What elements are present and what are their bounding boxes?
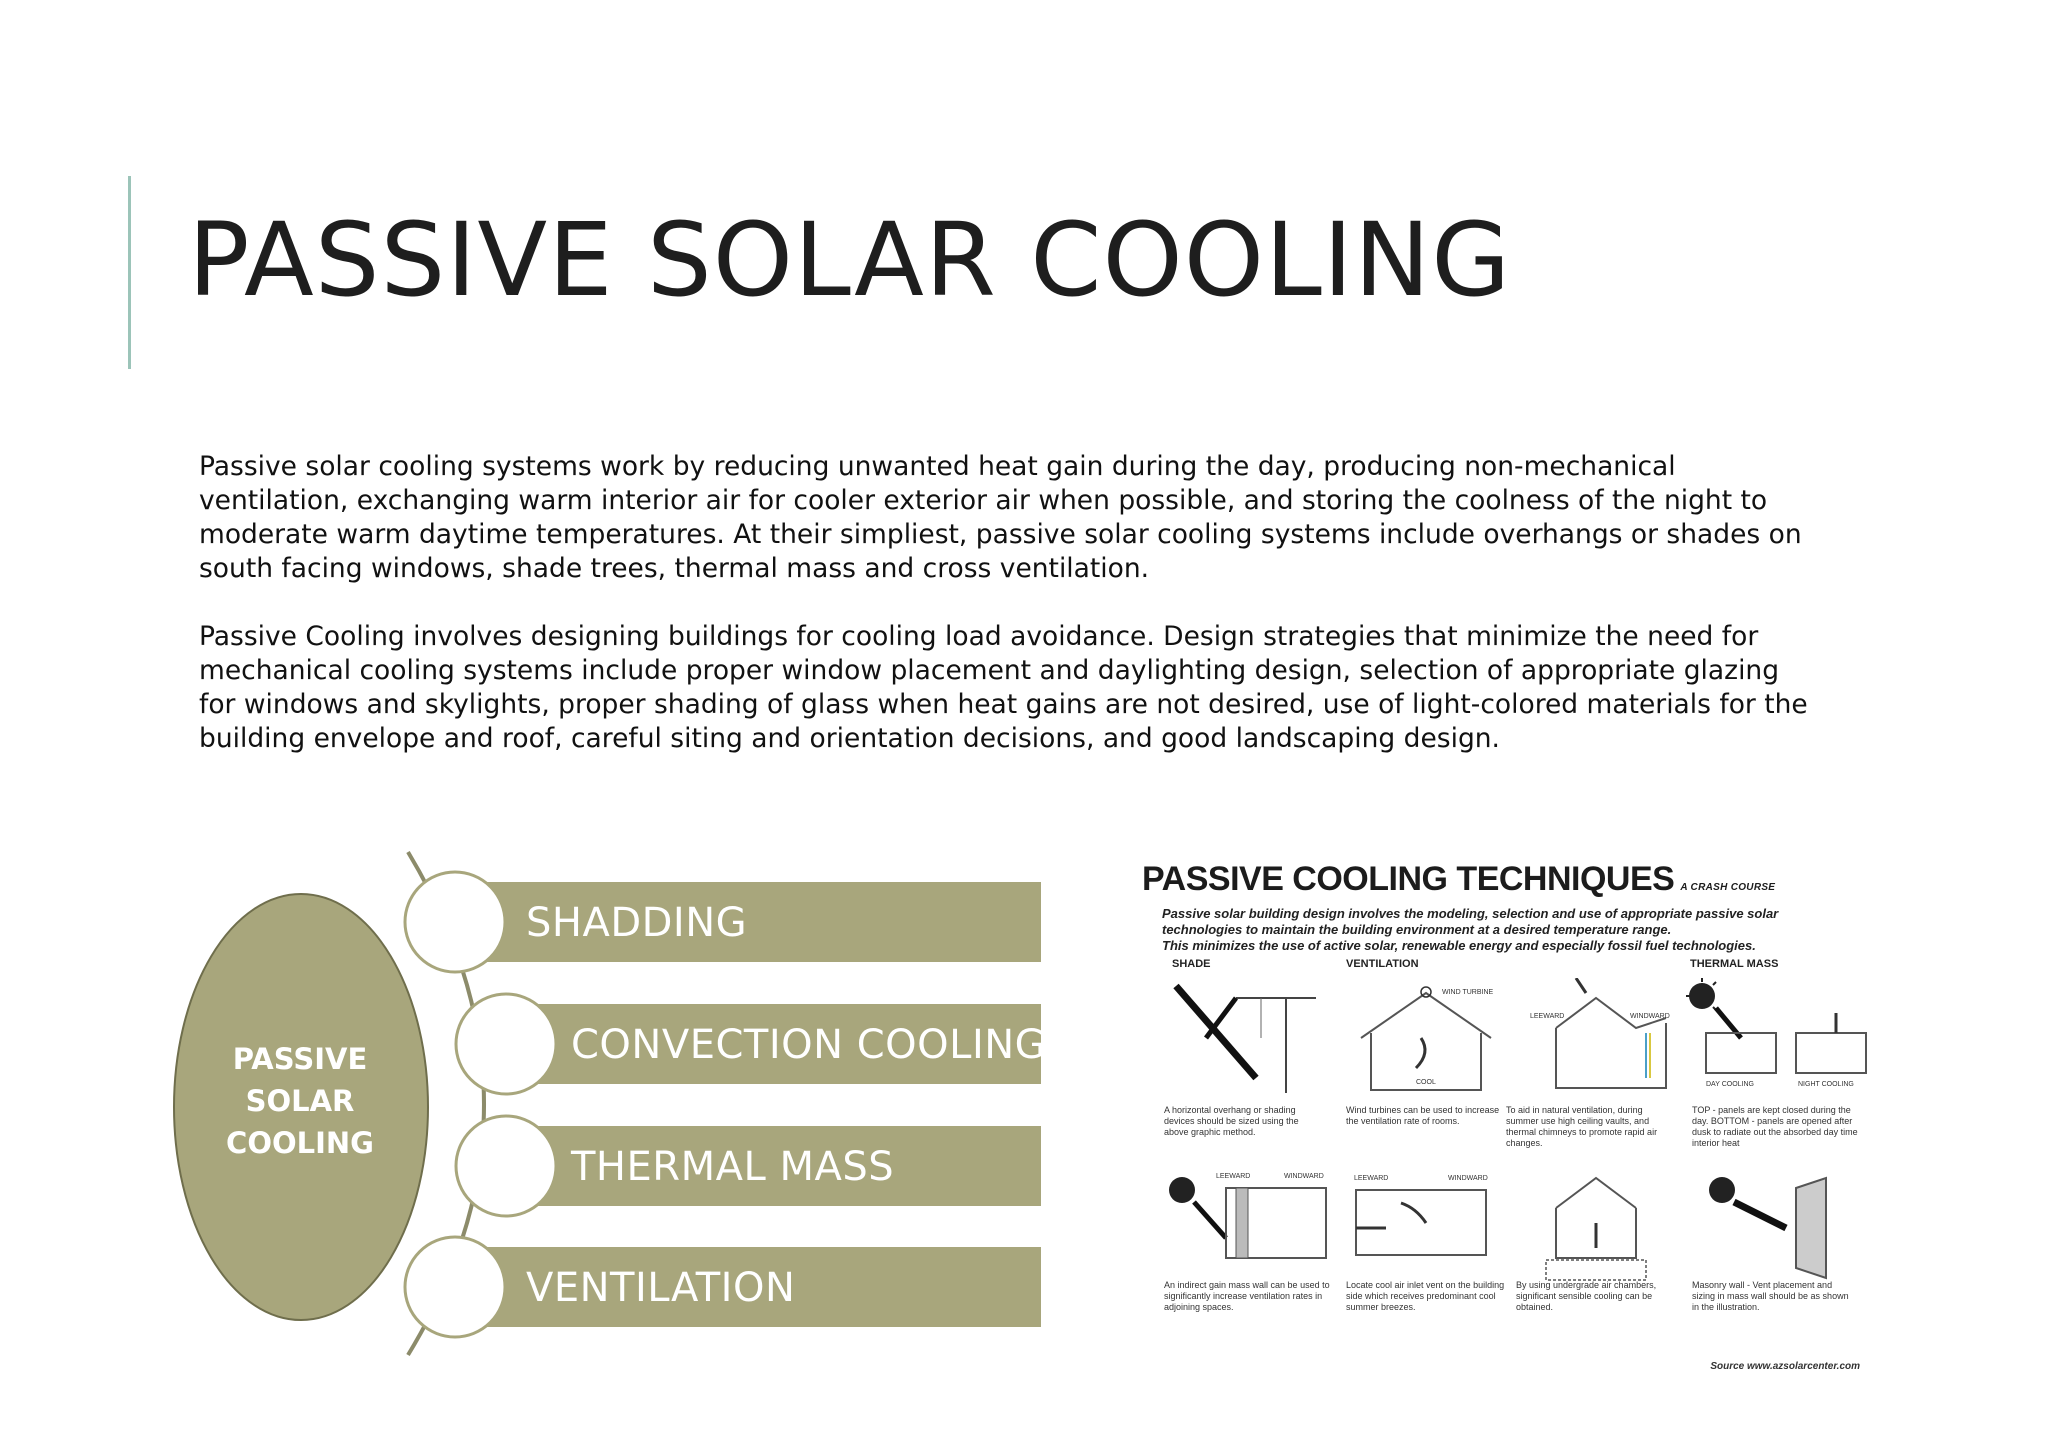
wind-turbine-sketch	[1346, 978, 1506, 1098]
item-convection-cooling: CONVECTION COOLING	[571, 1022, 1047, 1068]
sketch-label: NIGHT COOLING	[1798, 1081, 1854, 1088]
sketch-label: LEEWARD	[1530, 1013, 1565, 1020]
core-label-line: PASSIVE	[232, 1042, 368, 1076]
infographic-title	[1142, 860, 1775, 899]
cool-air-inlet-sketch	[1346, 1168, 1506, 1288]
undergrade-chamber-sketch	[1526, 1168, 1686, 1288]
infographic-source: Source www.azsolarcenter.com	[1710, 1361, 1860, 1372]
core-label-line: SOLAR	[245, 1084, 355, 1118]
slide-title: PASSIVE SOLAR COOLING	[188, 201, 1512, 320]
column-thermal-mass: THERMAL MASS	[1690, 958, 1779, 970]
caption-thermal-chimney: To aid in natural ventilation, during summer use high ceiling vaults, and thermal chimneys to promote rapid air changes.	[1506, 1105, 1658, 1148]
intro-line: technologies to maintain the building environment at a desired temperature range.	[1162, 922, 1672, 937]
infographic-title-text: PASSIVE COOLING TECHNIQUES	[1142, 860, 1675, 898]
caption-undergrade: By using undergrade air chambers, significant sensible cooling can be obtained.	[1516, 1280, 1657, 1312]
caption-panels: TOP - panels are kept closed during the day. BOTTOM - panels are opened after dusk to radiate out the absorbed day time interior heat	[1692, 1105, 1858, 1148]
caption-mass-wall: An indirect gain mass wall can be used to significantly increase ventilation rates in adjoining spaces.	[1164, 1280, 1330, 1312]
circle-shadding	[405, 872, 505, 972]
item-shadding: SHADDING	[526, 900, 748, 946]
circle-ventilation	[405, 1237, 505, 1337]
core-label	[170, 1038, 430, 1164]
sketch-label: WINDWARD	[1448, 1175, 1488, 1182]
indirect-gain-wall-sketch	[1166, 1168, 1336, 1288]
caption-cool-air-inlet: Locate cool air inlet vent on the building side which receives predominant cool summer breezes.	[1346, 1280, 1505, 1312]
caption-wind-turbine: Wind turbines can be used to increase the ventilation rate of rooms.	[1346, 1105, 1500, 1126]
infographic-subtitle: A CRASH COURSE	[1680, 882, 1776, 893]
sketch-label: WIND TURBINE	[1442, 989, 1494, 996]
circle-thermal-mass	[456, 1116, 556, 1216]
sketch-label: LEEWARD	[1216, 1173, 1251, 1180]
passive-cooling-infographic	[1130, 850, 1900, 1380]
sketch-label: LEEWARD	[1354, 1175, 1389, 1182]
infographic-intro	[1162, 906, 1862, 954]
item-ventilation: VENTILATION	[526, 1265, 796, 1311]
column-ventilation: VENTILATION	[1346, 958, 1419, 970]
thermal-chimney-sketch	[1526, 978, 1686, 1098]
intro-line: Passive solar building design involves the modeling, selection and use of appropriate passive solar	[1162, 906, 1779, 921]
paragraph-1: Passive solar cooling systems work by reducing unwanted heat gain during the day, producing non-mechanical ventilation, exchanging warm interior air for cooler exterior air when possible, and storing the coolness of the night to moderate warm daytime temperatures. At their simpliest, passive solar cooling systems include overhangs or shades on south facing windows, shade trees, thermal mass and cross ventilation.	[199, 451, 1802, 584]
sketch-label: WINDWARD	[1630, 1013, 1670, 1020]
intro-line: This minimizes the use of active solar, renewable energy and especially fossil fuel technologies.	[1162, 938, 1756, 953]
item-thermal-mass: THERMAL MASS	[571, 1144, 895, 1190]
shade-overhang-sketch	[1166, 978, 1326, 1098]
sketch-label: COOL	[1416, 1079, 1436, 1086]
caption-shade: A horizontal overhang or shading devices should be sized using the above graphic method.	[1164, 1105, 1299, 1137]
circle-convection-cooling	[456, 994, 556, 1094]
paragraph-2: Passive Cooling involves designing buildings for cooling load avoidance. Design strategies that minimize the need for mechanical cooling systems include proper window placement and daylighting design, selection of appropriate glazing for windows and skylights, proper shading of glass when heat gains are not desired, use of light-colored materials for the building envelope and roof, careful siting and orientation decisions, and good landscaping design.	[199, 621, 1808, 754]
sketch-label: DAY COOLING	[1706, 1081, 1754, 1088]
column-shade: SHADE	[1172, 958, 1211, 970]
sketch-label: WINDWARD	[1284, 1173, 1324, 1180]
caption-masonry-wall: Masonry wall - Vent placement and sizing in mass wall should be as shown in the illustration.	[1692, 1280, 1849, 1312]
masonry-wall-sketch	[1686, 1168, 1846, 1288]
core-label-line: COOLING	[226, 1126, 374, 1160]
thermal-mass-panels-sketch	[1686, 978, 1886, 1098]
